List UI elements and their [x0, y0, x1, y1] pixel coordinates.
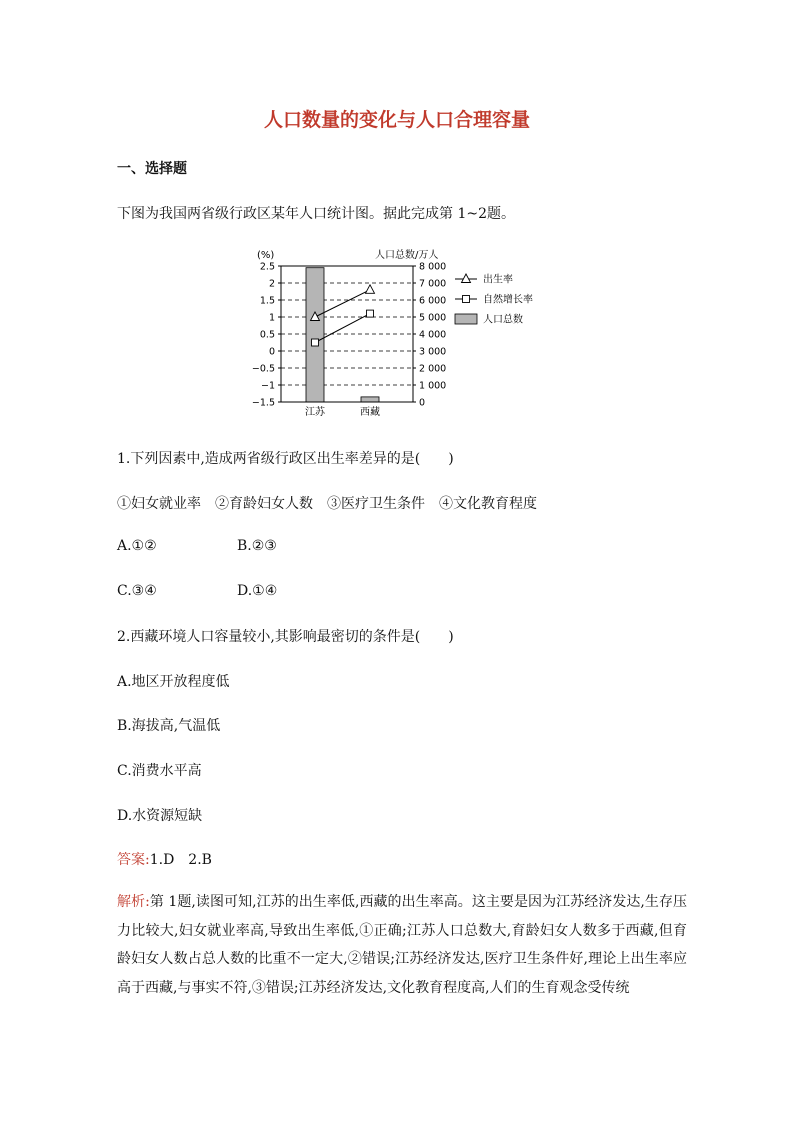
category-label: 西藏 [360, 407, 380, 418]
answer-label: 答案: [117, 852, 150, 868]
intro-text: 下图为我国两省级行政区某年人口统计图。据此完成第 1~2题。 [117, 206, 515, 222]
left-tick-label: 0.5 [259, 329, 275, 341]
left-tick-label: 0 [268, 346, 275, 358]
right-axis-unit: 人口总数/万人 [375, 250, 439, 261]
q2-option-a: A.地区开放程度低 [117, 674, 230, 690]
right-tick-label: 1 000 [419, 380, 447, 392]
legend-triangle-icon [462, 274, 471, 283]
q1-items: ①妇女就业率 ②育龄妇女人数 ③医疗卫生条件 ④文化教育程度 [117, 496, 537, 512]
analysis-paragraph [117, 888, 687, 1002]
right-tick-label: 2 000 [419, 363, 447, 375]
birth-rate-point [366, 285, 375, 294]
q1-option-d: D.①④ [237, 583, 278, 599]
q2-option-c: C.消费水平高 [117, 763, 202, 779]
q1-option-c: C.③④ [117, 583, 157, 599]
answer-line [117, 849, 212, 869]
population-bar [306, 268, 324, 402]
analysis-text: 第 1题,读图可知,江苏的出生率低,西藏的出生率高。这主要是因为江苏经济发达,生存压力比较大,妇女就业率高,导致出生率低,①正确;江苏人口总数大,育龄妇女人数多于西藏,但育龄妇女人数占总人数的比重不一定大,②错误;江苏经济发达,医疗卫生条件好,理论上出生率应高于西藏,与事实不符,③错误;江苏经济发达,文化教育程度高,人们的生育观念受传统 [117, 894, 688, 996]
legend-swatch-bar [455, 314, 477, 324]
left-tick-label: 2.5 [259, 261, 275, 273]
left-tick-label: 2 [268, 278, 275, 290]
answer-text: 1.D 2.B [149, 852, 212, 868]
left-axis-unit: (%) [257, 250, 275, 261]
left-tick-label: −1 [260, 380, 275, 392]
q2-option-d: D.水资源短缺 [117, 808, 203, 824]
right-tick-label: 8 000 [419, 261, 447, 273]
page-title: 人口数量的变化与人口合理容量 [263, 109, 530, 131]
left-tick-label: −1.5 [251, 397, 275, 409]
q1-option-a: A.①② [117, 538, 157, 554]
section-heading: 一、选择题 [117, 161, 187, 177]
legend-label: 自然增长率 [483, 294, 533, 306]
left-tick-label: 1 [268, 312, 275, 324]
chart-legend [455, 273, 533, 326]
right-tick-label: 0 [419, 397, 426, 409]
right-tick-label: 3 000 [419, 346, 447, 358]
q1-option-b: B.②③ [237, 538, 277, 554]
legend-square-icon [463, 296, 470, 303]
growth-rate-point [312, 339, 319, 346]
left-tick-label: 1.5 [259, 295, 275, 307]
legend-label: 出生率 [483, 274, 513, 286]
population-bar [361, 397, 379, 402]
category-label: 江苏 [305, 407, 325, 418]
right-tick-label: 5 000 [419, 312, 447, 324]
left-tick-label: −0.5 [251, 363, 275, 375]
growth-rate-point [367, 310, 374, 317]
right-tick-label: 6 000 [419, 295, 447, 307]
chart-grid [281, 283, 413, 385]
q1-stem: 1.下列因素中,造成两省级行政区出生率差异的是( ) [117, 451, 454, 467]
right-tick-label: 4 000 [419, 329, 447, 341]
q2-stem: 2.西藏环境人口容量较小,其影响最密切的条件是( ) [117, 629, 454, 645]
category-labels [305, 405, 380, 418]
right-tick-label: 7 000 [419, 278, 447, 290]
population-chart [245, 244, 565, 424]
right-axis-ticks [413, 262, 446, 409]
q2-option-b: B.海拔高,气温低 [117, 718, 221, 734]
analysis-label: 解析: [117, 894, 150, 910]
left-axis-ticks [252, 262, 281, 409]
legend-label: 人口总数 [483, 314, 523, 326]
